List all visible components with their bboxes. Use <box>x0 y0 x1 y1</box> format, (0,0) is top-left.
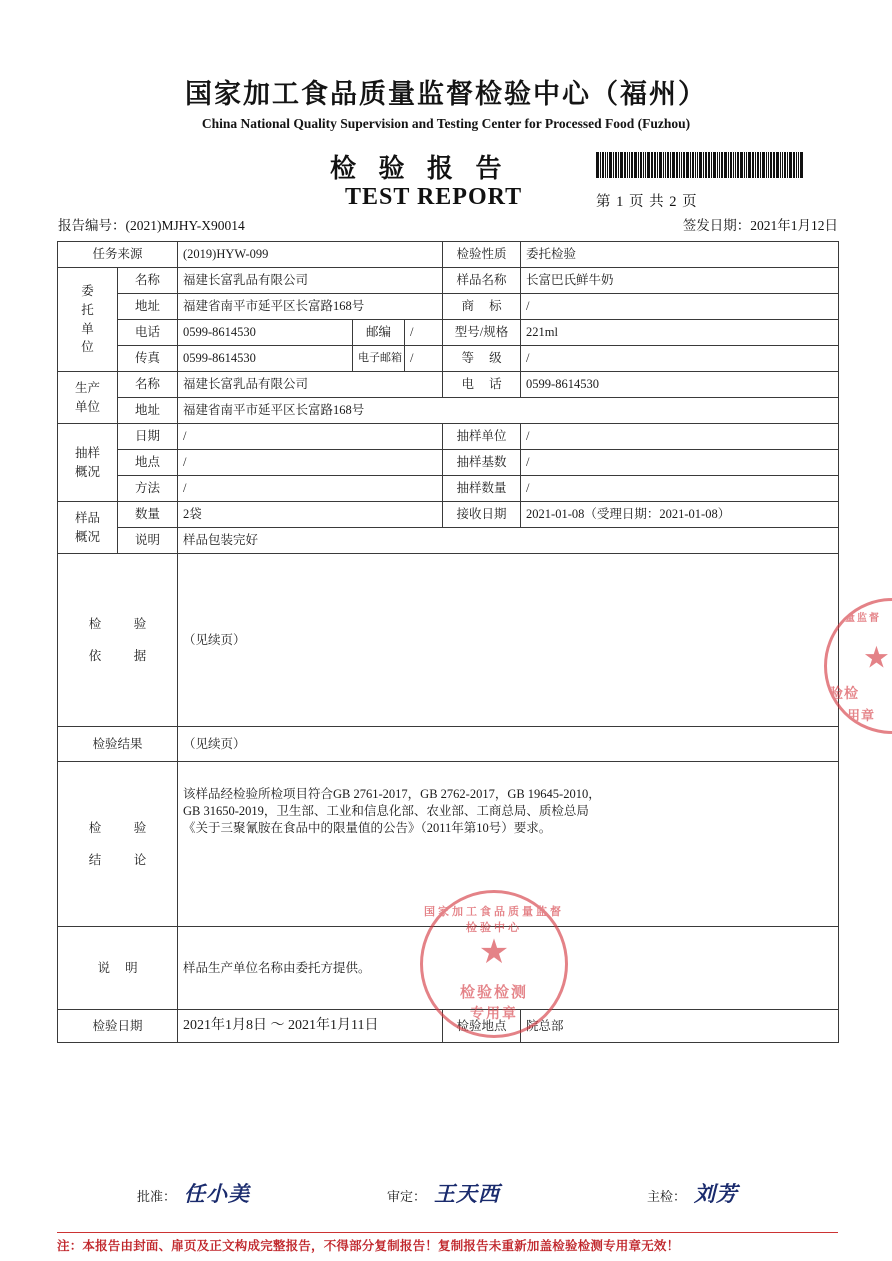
sample-name-label: 样品名称 <box>443 268 521 294</box>
sampling-date-value: / <box>178 424 443 450</box>
client-address-label: 地址 <box>118 294 178 320</box>
barcode <box>596 152 880 178</box>
report-title-en: TEST REPORT <box>345 184 523 210</box>
table-row <box>58 242 839 268</box>
producer-tel-label: 电 话 <box>443 372 521 398</box>
client-email-label: 电子邮箱 <box>353 346 405 372</box>
table-row <box>58 554 839 727</box>
inspect-type-value: 委托检验 <box>521 242 839 268</box>
review-signature <box>387 1178 500 1208</box>
signature-row <box>57 1170 838 1222</box>
basis-value: （见续页） <box>178 554 839 727</box>
client-fax-value: 0599-8614530 <box>178 346 353 372</box>
client-fax-label: 传真 <box>118 346 178 372</box>
basis-label: 检 验 依 据 <box>58 554 178 727</box>
table-row <box>58 502 839 528</box>
sample-qty-label: 数量 <box>118 502 178 528</box>
report-title-block <box>0 148 892 218</box>
check-signature <box>647 1178 738 1208</box>
footer-divider <box>57 1232 838 1233</box>
center-title-en: China National Quality Supervision and Testing Center for Processed Food (Fuzhou) <box>201 116 691 131</box>
sampling-place-label: 地点 <box>118 450 178 476</box>
producer-name-value: 福建长富乳品有限公司 <box>178 372 443 398</box>
table-row <box>58 268 839 294</box>
sample-desc-label: 说明 <box>118 528 178 554</box>
client-tel-value: 0599-8614530 <box>178 320 353 346</box>
sampling-base-label: 抽样基数 <box>443 450 521 476</box>
conclusion-value <box>178 762 839 927</box>
model-value: 221ml <box>521 320 839 346</box>
grade-value: / <box>521 346 839 372</box>
sampling-method-label: 方法 <box>118 476 178 502</box>
review-label: 审定： <box>387 1189 427 1204</box>
producer-name-label: 名称 <box>118 372 178 398</box>
test-date-label: 检验日期 <box>58 1010 178 1043</box>
sample-overview-label: 样品 概况 <box>58 502 118 554</box>
table-row <box>58 528 839 554</box>
producer-tel-value: 0599-8614530 <box>521 372 839 398</box>
client-address-value: 福建省南平市延平区长富路168号 <box>178 294 443 320</box>
sampling-qty-label: 抽样数量 <box>443 476 521 502</box>
test-date-value: 2021年1月8日 ～ 2021年1月11日 <box>178 1010 443 1043</box>
seal-arc-text: 国家加工食品质量监督检验中心 <box>424 906 564 934</box>
approve-label: 批准： <box>137 1189 177 1204</box>
table-row <box>58 294 839 320</box>
test-place-label: 检验地点 <box>443 1010 521 1043</box>
note-label: 说 明 <box>58 927 178 1010</box>
star-icon: ★ <box>862 641 890 675</box>
table-row <box>58 450 839 476</box>
table-row <box>58 346 839 372</box>
conclusion-line-2: GB 31650-2019，卫生部、工业和信息化部、农业部、工商总局、质检总局 <box>183 803 589 818</box>
client-tel-label: 电话 <box>118 320 178 346</box>
model-label: 型号/规格 <box>443 320 521 346</box>
report-title-cn: 检 验 报 告 <box>330 154 510 183</box>
client-email-value: / <box>405 346 443 372</box>
sampling-overview-label: 抽样 概况 <box>58 424 118 502</box>
sampling-place-value: / <box>178 450 443 476</box>
sampling-qty-value: / <box>521 476 839 502</box>
sample-name-value: 长富巴氏鲜牛奶 <box>521 268 839 294</box>
receive-date-value: 2021-01-08（受理日期：2021-01-08） <box>521 502 839 528</box>
result-label: 检验结果 <box>58 727 178 762</box>
sampling-unit-value: / <box>521 424 839 450</box>
approve-signature <box>137 1178 250 1208</box>
table-row <box>58 398 839 424</box>
edge-seal-line-1: 验检 <box>829 687 859 702</box>
center-title-cn: 国家加工食品质量监督检验中心（福州） <box>185 79 707 109</box>
conclusion-label: 检 验 结 论 <box>58 762 178 927</box>
client-zip-label: 邮编 <box>353 320 405 346</box>
page-count: 第 1 页 共 2 页 <box>596 194 698 210</box>
table-row <box>58 476 839 502</box>
table-row <box>58 320 839 346</box>
sample-desc-value: 样品包装完好 <box>178 528 839 554</box>
test-place-value: 院总部 <box>521 1010 839 1043</box>
grade-label: 等 级 <box>443 346 521 372</box>
table-row <box>58 927 839 1010</box>
star-icon: ★ <box>478 933 510 971</box>
check-label: 主检： <box>647 1189 687 1204</box>
table-row <box>58 727 839 762</box>
task-source-label: 任务来源 <box>58 242 178 268</box>
client-unit-label: 委 托 单 位 <box>58 268 118 372</box>
report-main-table <box>57 241 839 1043</box>
sampling-unit-label: 抽样单位 <box>443 424 521 450</box>
seal-line-2: 专用章 <box>470 1007 518 1022</box>
check-name: 刘芳 <box>694 1181 739 1206</box>
brand-label: 商 标 <box>443 294 521 320</box>
issue-date: 签发日期：2021年1月12日 <box>682 218 838 233</box>
document-header <box>0 72 892 132</box>
receive-date-label: 接收日期 <box>443 502 521 528</box>
table-row <box>58 1010 839 1043</box>
note-value: 样品生产单位名称由委托方提供。 <box>178 927 839 1010</box>
table-row <box>58 424 839 450</box>
table-row <box>58 762 839 927</box>
conclusion-line-1: 该样品经检验所检项目符合GB 2761-2017，GB 2762-2017，GB 19645-2010， <box>183 787 601 801</box>
footer-note: 注：本报告由封面、扉页及正文构成完整报告，不得部分复制报告！复制报告未重新加盖检验检测专用章无效！ <box>57 1239 680 1253</box>
review-name: 王天西 <box>434 1181 501 1206</box>
client-zip-value: / <box>405 320 443 346</box>
task-source-value: (2019)HYW-099 <box>178 242 443 268</box>
sampling-date-label: 日期 <box>118 424 178 450</box>
brand-value: / <box>521 294 839 320</box>
producer-address-value: 福建省南平市延平区长富路168号 <box>178 398 839 424</box>
client-name-value: 福建长富乳品有限公司 <box>178 268 443 294</box>
result-value: （见续页） <box>178 727 839 762</box>
producer-address-label: 地址 <box>118 398 178 424</box>
report-number: 报告编号：(2021)MJHY-X90014 <box>58 218 245 233</box>
sampling-base-value: / <box>521 450 839 476</box>
conclusion-line-3: 《关于三聚氰胺在食品中的限量值的公告》（2011年第10号）要求。 <box>183 820 552 835</box>
producer-unit-label: 生产 单位 <box>58 372 118 424</box>
sample-qty-value: 2袋 <box>178 502 443 528</box>
edge-seal-line-2: 专用章 <box>833 708 876 723</box>
approve-name: 任小美 <box>184 1181 251 1206</box>
seal-line-1: 检验检测 <box>459 985 528 1001</box>
table-row <box>58 372 839 398</box>
inspect-type-label: 检验性质 <box>443 242 521 268</box>
sampling-method-value: / <box>178 476 443 502</box>
client-name-label: 名称 <box>118 268 178 294</box>
edge-seal-arc-text: 质量监督 <box>833 613 881 624</box>
